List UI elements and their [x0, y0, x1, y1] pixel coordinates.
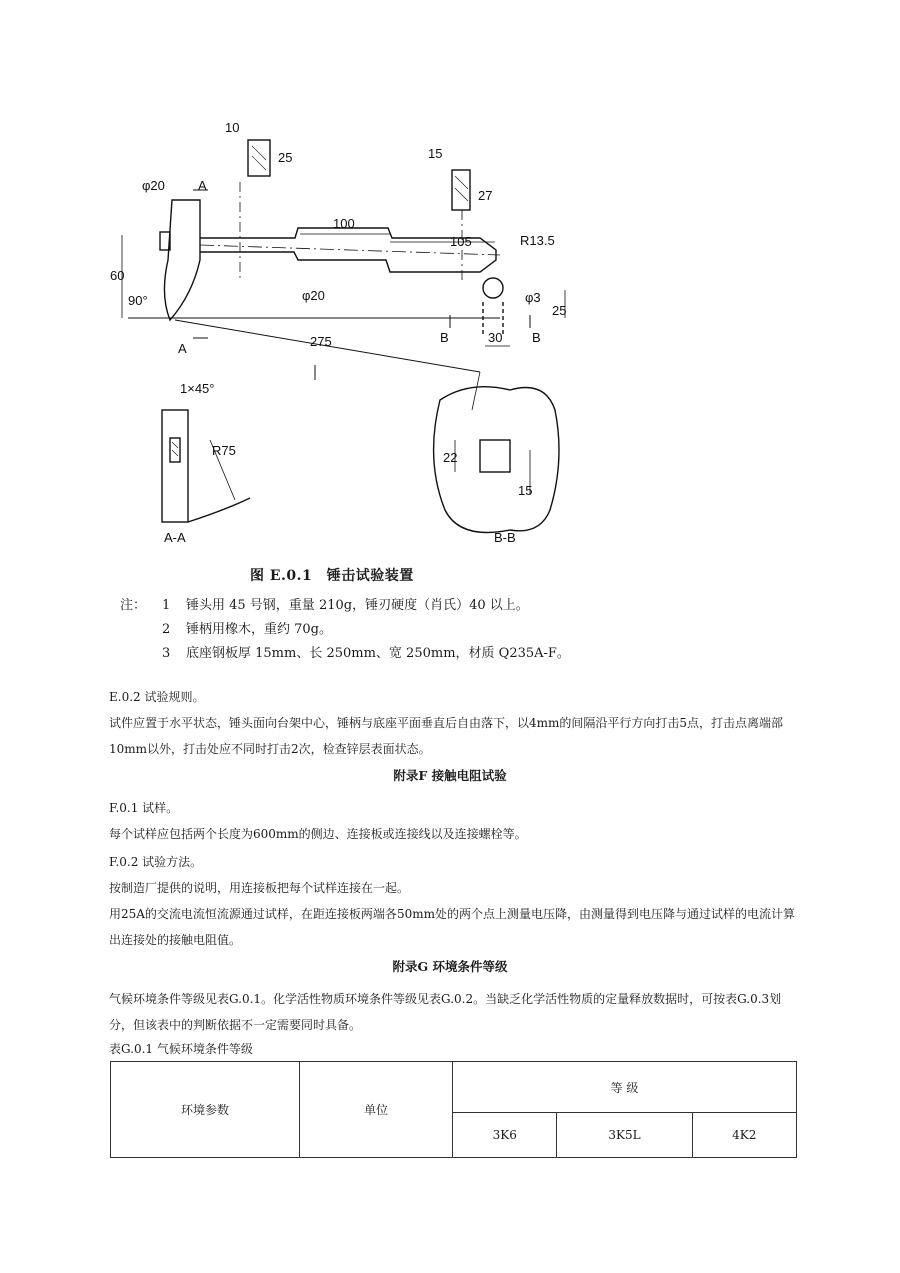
header-env-param: 环境参数 — [111, 1062, 300, 1158]
dim-60: 60 — [110, 268, 125, 283]
r75-arc — [188, 498, 250, 522]
header-grade: 等 级 — [453, 1062, 797, 1113]
f01-body: 每个试样应包括两个长度为600mm的侧边、连接板或连接线以及连接螺栓等。 — [109, 827, 527, 841]
dim-15-bb: 15 — [518, 483, 533, 498]
figure-notes — [120, 594, 570, 666]
section-a-top — [248, 140, 270, 176]
note-item: 3 底座钢板厚 15mm、长 250mm、宽 250mm，材质 Q235A-F。 — [162, 646, 570, 661]
section-aa-slot — [170, 438, 180, 462]
f01-title: F.0.1 试样。 — [109, 801, 179, 815]
dim-30: 30 — [488, 330, 503, 345]
dim-chamfer: 1×45° — [180, 381, 215, 396]
dim-phi20-top: φ20 — [142, 178, 165, 193]
g-body: 气候环境条件等级见表G.0.1。化学活性物质环境条件等级见表G.0.2。当缺乏化学活性物质的定量释放数据时，可按表G.0.3划分，但该表中的判断依据不一定需要同时具备。 — [109, 992, 782, 1032]
f02-body-1: 按制造厂提供的说明，用连接板把每个试样连接在一起。 — [109, 881, 410, 895]
dim-275: 275 — [310, 334, 332, 349]
header-unit: 单位 — [300, 1062, 453, 1158]
hammer-head-shape — [164, 200, 200, 320]
section-aa-label: A-A — [164, 530, 186, 545]
dim-15-top: 15 — [428, 146, 443, 161]
dim-100: 100 — [333, 216, 355, 231]
section-a-top-label: A — [198, 178, 207, 193]
e02-title: E.0.2 试验规则。 — [109, 690, 205, 704]
section-b-top — [452, 170, 470, 210]
table-row — [111, 1062, 797, 1113]
grade-cell: 3K5L — [557, 1113, 692, 1158]
detail-bb-hole — [480, 440, 510, 472]
e02-body: 试件应置于水平状态，锤头面向台架中心，锤柄与底座平面垂直后自由落下，以4mm的间隔沿平行方向打击5点，打击点离端部10mm以外，打击处应不同时打击2次，检查锌层表面状态。 — [109, 716, 784, 756]
table-caption: 表G.0.1 气候环境条件等级 — [109, 1042, 253, 1056]
section-b-left-label: B — [440, 330, 449, 345]
note-item: 2 锤柄用橡木，重约 70g。 — [162, 622, 332, 637]
pivot-circle — [483, 278, 503, 298]
appendix-f-title: 附录F 接触电阻试验 — [393, 768, 507, 783]
dim-90-deg: 90° — [128, 293, 148, 308]
section-aa-shape — [162, 410, 188, 522]
drawing-svg — [100, 110, 600, 560]
dim-r75: R75 — [212, 443, 236, 458]
section-a-bottom-label: A — [178, 341, 187, 356]
f02-title: F.0.2 试验方法。 — [109, 855, 203, 869]
figure-caption: 图 E.0.1 锤击试验装置 — [250, 568, 414, 584]
grade-cell: 3K6 — [453, 1113, 557, 1158]
section-bb-label: B-B — [494, 530, 516, 545]
climate-grade-table — [110, 1061, 797, 1158]
note-item: 注： 1 锤头用 45 号钢，重量 210g，锤刃硬度（肖氏）40 以上。 — [120, 598, 529, 613]
dim-phi20-mid: φ20 — [302, 288, 325, 303]
dim-25-right: 25 — [552, 303, 567, 318]
grade-cell: 4K2 — [692, 1113, 797, 1158]
hammer-test-drawing — [100, 110, 600, 560]
section-b-right-label: B — [532, 330, 541, 345]
dim-10: 10 — [225, 120, 240, 135]
dim-r13-5: R13.5 — [520, 233, 555, 248]
f02-body-2: 用25A的交流电流恒流源通过试样，在距连接板两端各50mm处的两个点上测量电压降，由测量得到电压降与通过试样的电流计算出连接处的接触电阻值。 — [109, 907, 795, 947]
dim-27: 27 — [478, 188, 493, 203]
dim-25-top: 25 — [278, 150, 293, 165]
dim-105: 105 — [450, 234, 472, 249]
dim-22: 22 — [443, 450, 458, 465]
dim-phi3: φ3 — [525, 290, 541, 305]
appendix-g-title: 附录G 环境条件等级 — [392, 959, 508, 974]
